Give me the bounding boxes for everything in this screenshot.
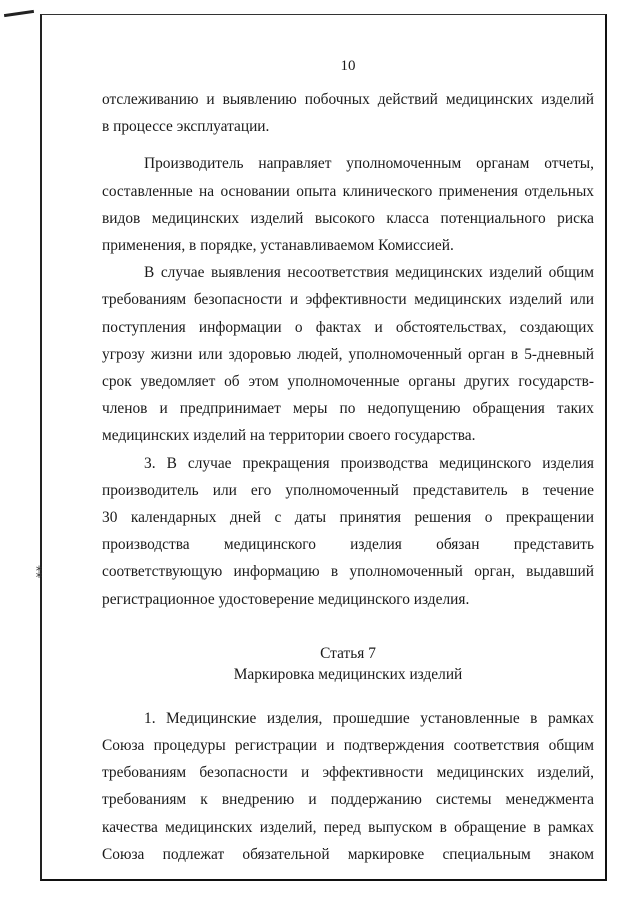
- text-line: медицинских изделий на территории своего государства.: [102, 427, 476, 445]
- text-line: видов медицинских изделий высокого класса потенциального риска: [102, 209, 594, 227]
- paragraph-continuation: [102, 86, 594, 140]
- text-line: В случае выявления несоответствия медицинских изделий общим: [144, 264, 594, 282]
- text-line: соответствующую информацию в уполномоченный орган, выдавший: [102, 563, 594, 581]
- text-line: поступления информации о фактах и обстоятельствах, создающих: [102, 318, 594, 336]
- text-line: производства медицинского изделия обязан представить: [102, 536, 594, 554]
- text-line: 1. Медицинские изделия, прошедшие установленные в рамках: [144, 709, 594, 727]
- article-number: Статья 7: [320, 644, 376, 662]
- text-line: производитель или его уполномоченный представитель в течение: [102, 481, 594, 499]
- text-line: 3. В случае прекращения производства медицинского изделия: [144, 454, 594, 472]
- paragraph-nonconformity: [102, 259, 594, 449]
- paragraph-termination: [102, 450, 594, 613]
- text-line: качества медицинских изделий, перед выпуском в обращение в рамках: [102, 818, 594, 836]
- text-line: Производитель направляет уполномоченным органам отчеты,: [144, 155, 594, 173]
- article-title: Маркировка медицинских изделий: [233, 665, 463, 683]
- binding-mark: ⁑: [35, 567, 43, 582]
- text-line: срок уведомляет об этом уполномоченные органы других государств-: [102, 373, 594, 391]
- scan-corner-mark: [4, 10, 34, 17]
- text-line: требованиям к внедрению и поддержанию системы менеджмента: [102, 791, 594, 809]
- text-line: регистрационное удостоверение медицинского изделия.: [102, 590, 470, 608]
- text-line: Союза подлежат обязательной маркировке специальным знаком: [102, 845, 594, 863]
- text-line: отслеживанию и выявлению побочных действий медицинских изделий: [102, 91, 594, 108]
- text-line: требованиям безопасности и эффективности медицинских изделий,: [102, 764, 594, 782]
- paragraph-reports: [102, 150, 594, 259]
- text-line: 30 календарных дней с даты принятия решения о прекращении: [102, 509, 594, 527]
- text-line: угрозу жизни или здоровью людей, уполномоченный орган в 5-дневный: [102, 345, 594, 363]
- page-number: 10: [340, 58, 356, 74]
- text-line: требованиям безопасности и эффективности медицинских изделий или: [102, 291, 594, 309]
- text-line: составленные на основании опыта клинического применения отдельных: [102, 182, 594, 200]
- text-line: в процессе эксплуатации.: [102, 118, 270, 136]
- paragraph-marking: [102, 705, 594, 868]
- document-body: [102, 56, 594, 868]
- text-line: членов и предпринимает меры по недопущению обращения таких: [102, 400, 594, 418]
- text-line: Союза процедуры регистрации и подтверждения соответствия общим: [102, 737, 594, 755]
- text-line: применения, в порядке, устанавливаемом Комиссией.: [102, 237, 454, 255]
